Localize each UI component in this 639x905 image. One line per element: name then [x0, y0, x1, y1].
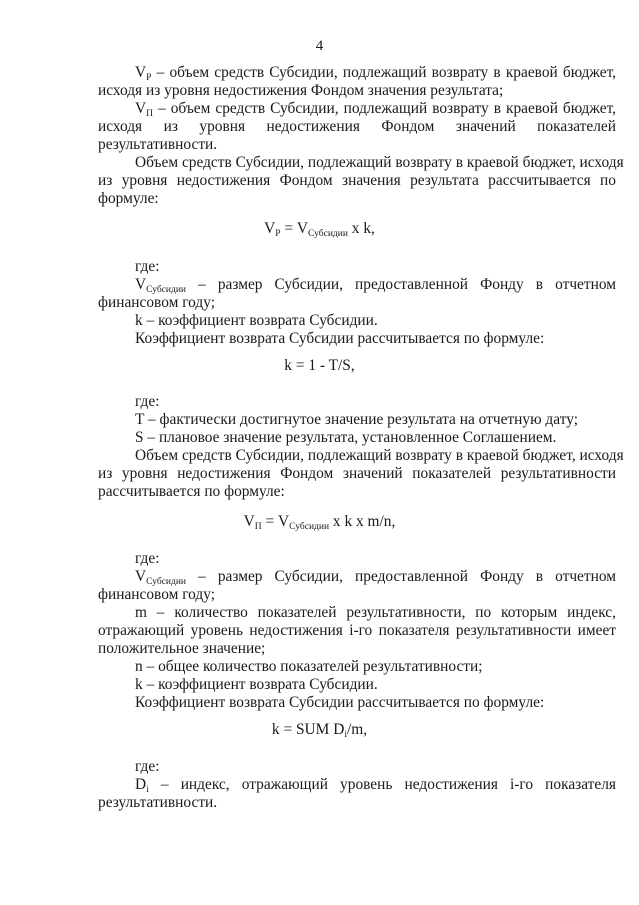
subscript: П	[254, 522, 262, 532]
text-run: – индекс, отражающий уровень недостижения i-го показателя	[148, 776, 616, 793]
text-run: n – общее количество показателей результативности;	[135, 658, 483, 675]
text-line	[98, 465, 616, 483]
text-run: формуле:	[98, 190, 159, 207]
text-run: V	[243, 513, 255, 530]
subscript: Субсидии	[308, 229, 348, 239]
text-run: k = 1 - T/S,	[284, 357, 355, 374]
text-run: результативности.	[98, 136, 218, 153]
text-run: финансовом году;	[98, 294, 215, 311]
text-run: V	[135, 64, 147, 81]
text-run: где:	[135, 758, 160, 775]
text-run: V	[264, 220, 276, 237]
subscript: i	[146, 785, 149, 795]
text-run: x k,	[347, 220, 375, 237]
page-number: 4	[315, 38, 324, 54]
formula	[0, 513, 639, 536]
subscript: Субсидии	[289, 522, 330, 532]
text-line	[98, 483, 285, 501]
text-run: Коэффициент возврата Субсидии рассчитывается по формуле:	[135, 694, 545, 711]
text-run: k – коэффициент возврата Субсидии.	[135, 312, 378, 329]
text-run: = V	[280, 220, 309, 237]
text-run: /m,	[346, 721, 368, 738]
text-run: исходя из уровня недостижения Фондом значения результата;	[98, 82, 504, 99]
text-run: k – коэффициент возврата Субсидии.	[135, 676, 378, 693]
text-line	[135, 550, 159, 568]
text-run: где:	[135, 258, 160, 275]
text-line	[98, 640, 265, 658]
text-run: D	[135, 776, 147, 793]
text-run: m – количество показателей результативности, по которым индекс,	[135, 604, 616, 621]
text-run: Коэффициент возврата Субсидии рассчитывается по формуле:	[135, 330, 545, 347]
text-run: = V	[261, 513, 290, 530]
text-line	[135, 411, 578, 429]
text-line	[135, 258, 159, 276]
text-line	[135, 330, 544, 348]
text-line	[135, 758, 159, 776]
text-line	[98, 622, 616, 640]
formula	[0, 721, 639, 744]
text-run: T – фактически достигнутое значение результата на отчетную дату;	[135, 411, 578, 428]
text-line	[98, 794, 217, 812]
text-run: из уровня недостижения Фондом значений показателей результативности	[98, 465, 616, 482]
text-run: S – плановое значение результата, установленное Соглашением.	[135, 429, 557, 446]
subscript: Р	[275, 229, 281, 239]
text-run: отражающий уровень недостижения i-го показателя результативности имеет	[98, 622, 616, 639]
text-run: Объем средств Субсидии, подлежащий возврату в краевой бюджет, исходя	[135, 154, 624, 171]
text-line	[98, 118, 616, 136]
text-run: – размер Субсидии, предоставленной Фонду в отчетном	[186, 276, 616, 293]
text-line	[135, 154, 624, 172]
text-run: x k x m/n,	[329, 513, 396, 530]
subscript: П	[146, 109, 153, 119]
subscript: Р	[146, 73, 152, 83]
text-line	[98, 586, 215, 604]
text-line	[98, 294, 215, 312]
text-line	[98, 82, 503, 100]
text-line	[135, 447, 624, 465]
subscript: i	[344, 730, 347, 740]
text-line	[135, 312, 378, 330]
subscript: Субсидии	[146, 285, 186, 295]
text-run: k = SUM D	[271, 721, 345, 738]
text-line	[135, 604, 616, 622]
text-line	[98, 136, 217, 154]
text-run: V	[135, 276, 147, 293]
text-run: – объем средств Субсидии, подлежащий возврату в краевой бюджет,	[151, 64, 616, 81]
text-run: из уровня недостижения Фондом значения результата рассчитывается по	[98, 172, 616, 189]
text-run: – объем средств Субсидии, подлежащий возврату в краевой бюджет,	[153, 100, 616, 117]
text-run: результативности.	[98, 794, 218, 811]
text-line	[135, 429, 556, 447]
text-line	[135, 393, 159, 411]
text-line	[135, 694, 544, 712]
text-run: положительное значение;	[98, 640, 266, 657]
text-run: – размер Субсидии, предоставленной Фонду в отчетном	[186, 568, 616, 585]
text-line	[135, 658, 483, 676]
text-run: Объем средств Субсидии, подлежащий возврату в краевой бюджет, исходя	[135, 447, 624, 464]
text-run: исходя из уровня недостижения Фондом значений показателей	[98, 118, 616, 135]
text-run: где:	[135, 393, 160, 410]
formula	[0, 357, 639, 375]
text-run: V	[135, 100, 147, 117]
formula	[0, 220, 639, 243]
text-line	[98, 172, 616, 190]
text-line	[98, 190, 159, 208]
text-run: рассчитывается по формуле:	[98, 483, 285, 500]
subscript: Субсидии	[146, 577, 186, 587]
text-run: финансовом году;	[98, 586, 215, 603]
text-run: где:	[135, 550, 160, 567]
text-line	[135, 676, 378, 694]
text-run: V	[135, 568, 147, 585]
